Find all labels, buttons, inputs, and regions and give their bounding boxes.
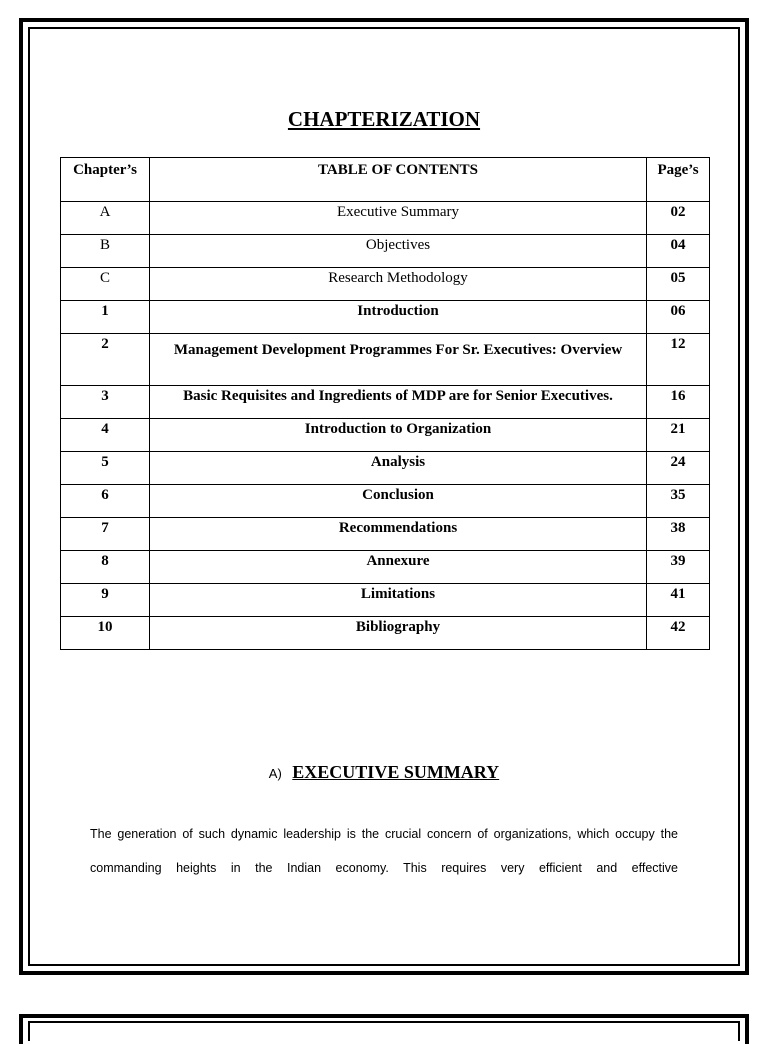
table-row (61, 518, 710, 551)
next-page-border-inner (28, 1021, 740, 1041)
table-row (61, 617, 710, 650)
row-chapter: 10 (61, 617, 150, 650)
row-title: Basic Requisites and Ingredients of MDP are for Senior Executives. (150, 386, 647, 419)
row-chapter: 7 (61, 518, 150, 551)
section-prefix: A) (268, 766, 282, 781)
row-chapter: 4 (61, 419, 150, 452)
row-title: Objectives (150, 235, 647, 268)
row-page: 41 (647, 584, 710, 617)
table-row (61, 485, 710, 518)
row-title: Executive Summary (150, 202, 647, 235)
row-page: 39 (647, 551, 710, 584)
row-chapter: 2 (61, 334, 150, 386)
header-chapter: Chapter’s (61, 158, 150, 202)
row-title: Introduction to Organization (150, 419, 647, 452)
table-row (61, 334, 710, 386)
row-page: 16 (647, 386, 710, 419)
row-page: 38 (647, 518, 710, 551)
row-page: 21 (647, 419, 710, 452)
row-chapter: 5 (61, 452, 150, 485)
row-chapter: B (61, 235, 150, 268)
table-row (61, 301, 710, 334)
table-row (61, 452, 710, 485)
row-page: 05 (647, 268, 710, 301)
row-page: 24 (647, 452, 710, 485)
row-chapter: 9 (61, 584, 150, 617)
row-page: 12 (647, 334, 710, 386)
table-row (61, 584, 710, 617)
row-chapter: 1 (61, 301, 150, 334)
row-title: Analysis (150, 452, 647, 485)
row-title: Conclusion (150, 485, 647, 518)
row-chapter: 6 (61, 485, 150, 518)
row-title: Annexure (150, 551, 647, 584)
section-heading (0, 762, 768, 783)
row-page: 02 (647, 202, 710, 235)
table-row (61, 419, 710, 452)
row-title: Limitations (150, 584, 647, 617)
header-contents: TABLE OF CONTENTS (150, 158, 647, 202)
row-title: Recommendations (150, 518, 647, 551)
header-page: Page’s (647, 158, 710, 202)
document-title: CHAPTERIZATION (287, 107, 481, 131)
table-header-row (61, 158, 710, 202)
row-title: Introduction (150, 301, 647, 334)
row-chapter: A (61, 202, 150, 235)
row-title: Bibliography (150, 617, 647, 650)
table-row (61, 235, 710, 268)
row-chapter: C (61, 268, 150, 301)
row-page: 42 (647, 617, 710, 650)
table-of-contents (60, 157, 710, 650)
row-page: 35 (647, 485, 710, 518)
table-row (61, 551, 710, 584)
row-title: Management Development Programmes For Sr. Executives: Overview (150, 334, 647, 386)
table-row (61, 202, 710, 235)
table-row (61, 268, 710, 301)
section-heading-text: EXECUTIVE SUMMARY (292, 762, 500, 782)
row-page: 06 (647, 301, 710, 334)
row-chapter: 3 (61, 386, 150, 419)
row-title: Research Methodology (150, 268, 647, 301)
table-row (61, 386, 710, 419)
row-page: 04 (647, 235, 710, 268)
row-chapter: 8 (61, 551, 150, 584)
summary-paragraph: The generation of such dynamic leadership is the crucial concern of organizations, which occupy the commanding heights in the Indian economy. This requires very efficient and effective (90, 827, 678, 875)
